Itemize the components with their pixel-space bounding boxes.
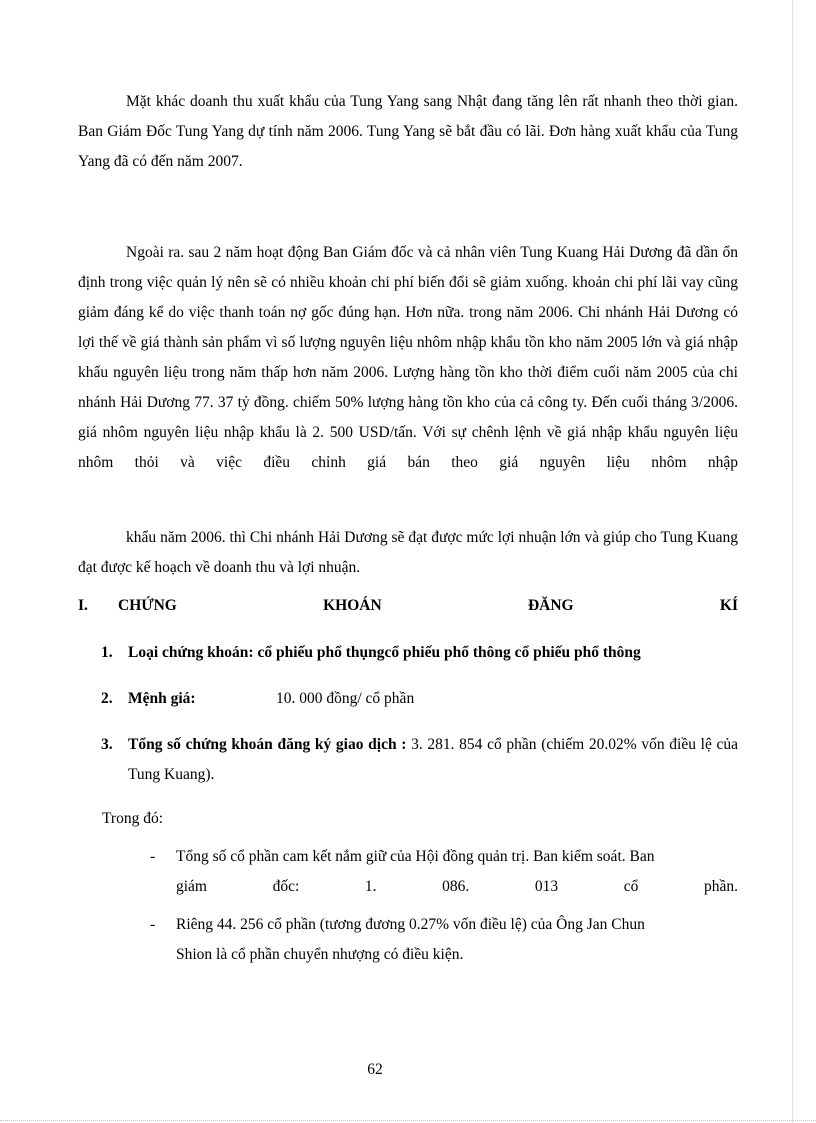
item-label: Tổng số chứng khoán đăng ký giao dịch : xyxy=(128,736,407,753)
page-border-bottom xyxy=(0,1120,816,1121)
item-label: Mệnh giá: xyxy=(128,690,196,707)
page-number: 62 xyxy=(367,1061,383,1078)
item-number: 2. xyxy=(101,690,113,707)
bullet-item xyxy=(150,842,738,902)
item-value: 10. 000 đồng/ cổ phần xyxy=(276,690,415,707)
section-title: CHỨNG KHOÁN ĐĂNG KÍ xyxy=(118,597,738,614)
item-label: Loại chứng khoán: xyxy=(128,644,254,661)
item-par-value xyxy=(101,684,738,714)
bullet-line: Tổng số cổ phần cam kết nắm giữ của Hội đồng quản trị. Ban kiểm soát. Ban xyxy=(176,848,655,865)
paragraph-hai-duong-branch: Ngoài ra. sau 2 năm hoạt động Ban Giám đốc và cả nhân viên Tung Kuang Hải Dương đã dần ổn định trong việc quản lý nên sẽ có nhiều khoản chi phí biến đổi sẽ giảm xuống. khoản chi phí lãi vay cũng giảm đáng kể do việc thanh toán nợ gốc đúng hạn. Hơn nữa. trong năm 2006. Chi nhánh Hải Dương có lợi thế về giá thành sản phẩm vì số lượng nguyên liệu nhôm nhập khẩu tồn kho năm 2005 lớn và giá nhập khẩu nguyên liệu trong năm thấp hơn năm 2006. Lượng hàng tồn kho thời điểm cuối năm 2005 của chi nhánh Hải Dương 77. 37 tỷ đồng. chiếm 50% lượng hàng tồn kho của cả công ty. Đến cuối tháng 3/2006. giá nhôm nguyên liệu nhập khẩu là 2. 500 USD/tấn. Với sự chênh lệnh về giá nhập khẩu nguyên liệu nhôm thỏi và việc điều chỉnh giá bán theo giá nguyên liệu nhôm nhập xyxy=(78,244,738,471)
page-border-right xyxy=(792,0,793,1123)
section-heading xyxy=(78,593,738,619)
item-number: 3. xyxy=(101,736,113,753)
paragraph-export-revenue: Mặt khác doanh thu xuất khẩu của Tung Yang sang Nhật đang tăng lên rất nhanh theo thời gian. Ban Giám Đốc Tung Yang dự tính năm 2006. Tung Yang sẽ bắt đầu có lãi. Đơn hàng xuất khẩu của Tung Yang đã có đến năm 2007. xyxy=(78,93,738,170)
bullet-line: giám đốc: 1. 086. 013 cổ phần. xyxy=(176,878,738,895)
paragraph-profit-plan: khẩu năm 2006. thì Chi nhánh Hải Dương sẽ đạt được mức lợi nhuận lớn và giúp cho Tung Kuang đạt được kế hoạch về doanh thu và lợi nhuận. xyxy=(78,529,738,576)
bullet-line: Shion là cổ phần chuyển nhượng có điều kiện. xyxy=(176,946,464,963)
item-total-registered xyxy=(101,730,738,790)
item-security-type xyxy=(101,638,738,668)
bullet-item xyxy=(150,910,738,970)
bullet-dash: - xyxy=(150,848,156,865)
section-number: I. xyxy=(78,597,88,614)
item-value: cổ phiếu phổ thụngcổ phiếu phổ thông cổ phiếu phổ thông xyxy=(257,644,641,661)
trong-do-label: Trong đó: xyxy=(102,810,164,827)
bullet-dash: - xyxy=(150,916,156,933)
item-number: 1. xyxy=(101,644,113,661)
item-value: 3. 281. 854 cổ phần (chiếm 20.02% vốn điều lệ của Tung Kuang). xyxy=(128,736,738,783)
bullet-line: Riêng 44. 256 cổ phần (tương đương 0.27% vốn điều lệ) của Ông Jan Chun xyxy=(176,916,645,933)
